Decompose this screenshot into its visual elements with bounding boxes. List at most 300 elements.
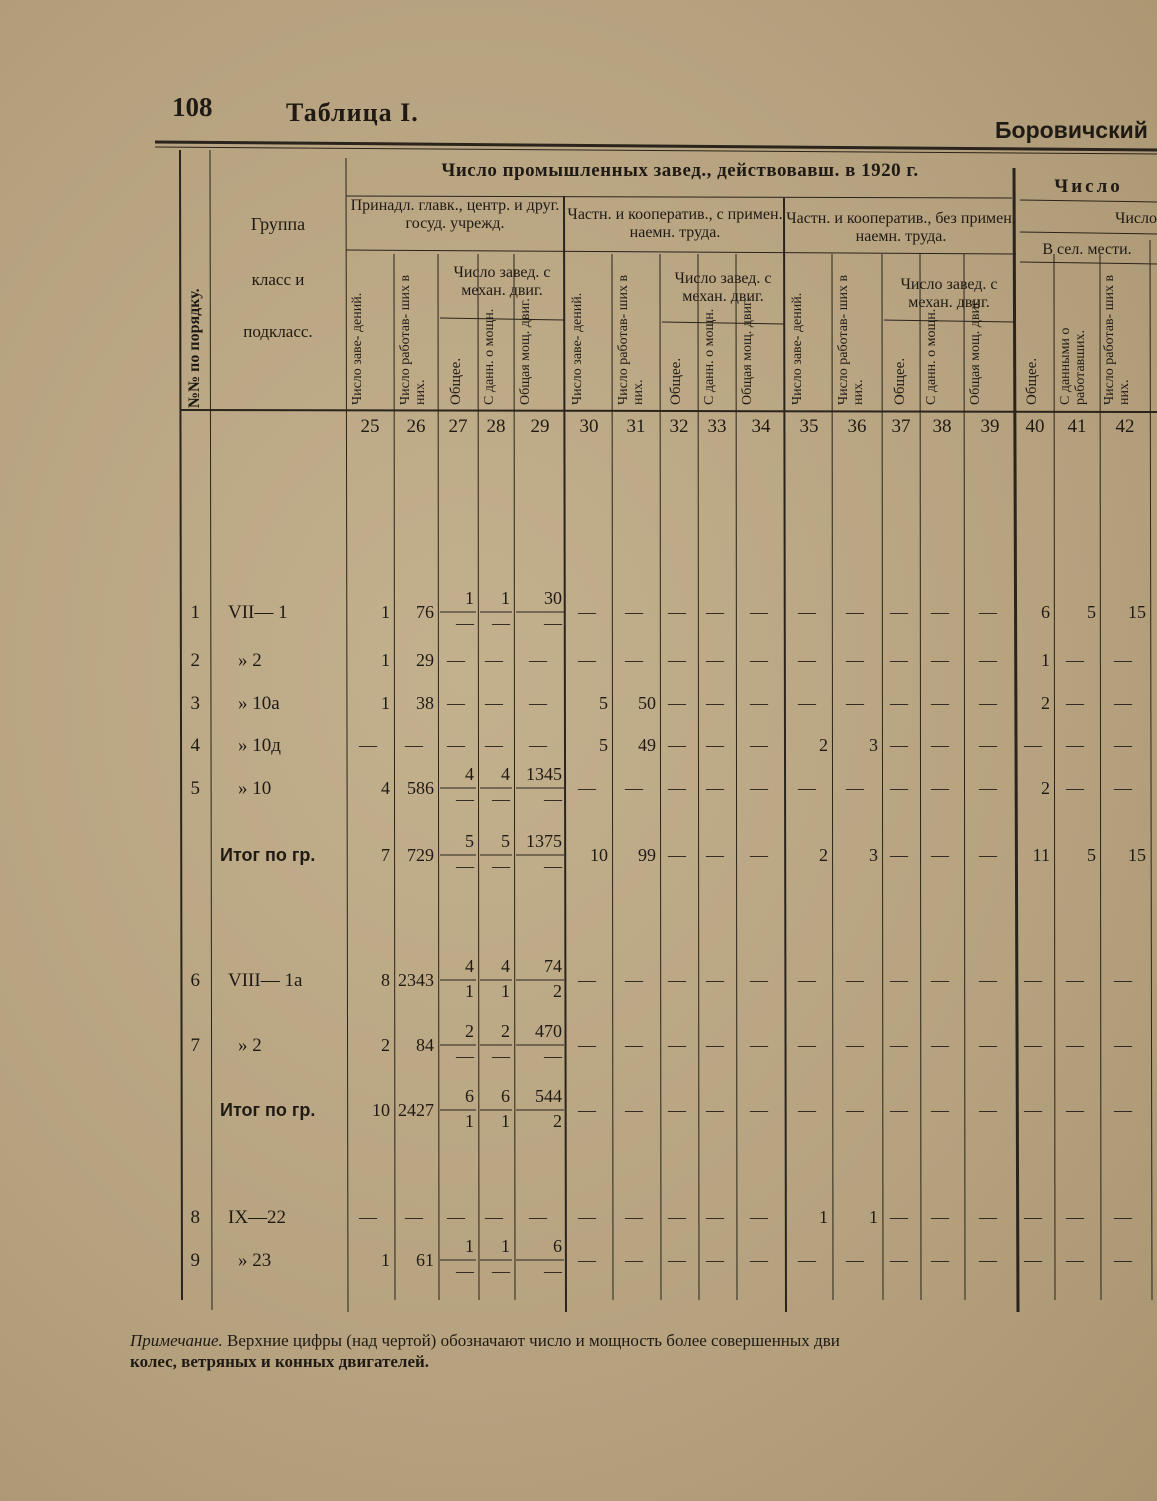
table-cell: — (706, 778, 724, 798)
column-number: 29 (530, 416, 550, 437)
cell-upper: 6 (553, 1236, 562, 1256)
table-cell: 4 (381, 778, 390, 798)
right-header-rule (1020, 200, 1157, 202)
table-cell: — (706, 602, 724, 622)
cell-upper: 1375 (526, 831, 562, 851)
col-header-31: Число работав- ших в них. (616, 274, 647, 405)
table-cell: 5 (599, 693, 608, 713)
cell-upper: 4 (465, 956, 474, 976)
table-cell: 10 (590, 845, 608, 865)
subheader-private-hired: Частн. и кооператив., с примен. наемн. труда. (567, 206, 783, 242)
table-cell: — (846, 602, 864, 622)
table-cell: 3 (869, 735, 878, 755)
row-number: 5 (190, 778, 200, 799)
table-cell: 6 (1041, 602, 1050, 622)
group-label: » 2 (238, 1035, 262, 1056)
col-header-29: Общая мощ. двиг. (518, 298, 533, 405)
table-cell: — (798, 778, 816, 798)
row-number: 8 (190, 1207, 200, 1228)
table-cell: — (706, 1207, 724, 1227)
cell-upper: 1 (465, 588, 474, 608)
cell-lower: — (492, 1046, 510, 1066)
col-header-39: Общая мощ. двиг. (968, 298, 983, 405)
cell-upper: 74 (544, 956, 562, 976)
col-header-38: С данн. о мощн. (924, 308, 939, 405)
table-cell: — (890, 1100, 908, 1120)
table-cell: — (979, 970, 997, 990)
table-cell: — (706, 735, 724, 755)
group-label: » 10д (238, 735, 281, 756)
table-cell: — (578, 778, 596, 798)
cell-lower: — (492, 789, 510, 809)
table-cell: — (578, 650, 596, 670)
cell-lower: — (456, 613, 474, 633)
cell-lower: — (544, 1261, 562, 1281)
table-cell: — (750, 1207, 768, 1227)
table-cell: — (931, 735, 949, 755)
table-cell: — (485, 693, 503, 713)
table-cell: — (750, 650, 768, 670)
table-cell: — (447, 650, 465, 670)
table-cell: — (1024, 1207, 1042, 1227)
right-subheader-rule (1020, 232, 1157, 234)
footnote-label: Примечание. (130, 1331, 223, 1350)
cell-lower: — (492, 856, 510, 876)
column-number: 38 (932, 416, 952, 437)
table-cell: 2 (819, 845, 828, 865)
col-header-26: Число работав- ших в них. (398, 274, 429, 405)
cell-upper: 6 (501, 1086, 510, 1106)
table-cell: — (979, 650, 997, 670)
table-cell: — (931, 650, 949, 670)
table-cell: — (1066, 970, 1084, 990)
table-cell: — (979, 1250, 997, 1270)
table-cell: — (578, 602, 596, 622)
col-header-42: Число работав- ших в них. (1102, 274, 1133, 405)
table-cell: — (706, 845, 724, 865)
page-number: 108 (172, 92, 213, 122)
table-cell: — (979, 1100, 997, 1120)
group-label: VIII— 1а (228, 970, 303, 991)
table-cell: — (668, 1100, 686, 1120)
table-cell: 2 (1041, 693, 1050, 713)
table-cell: — (625, 650, 643, 670)
cell-lower: — (492, 613, 510, 633)
table-cell: — (359, 735, 377, 755)
group-label: IX—22 (228, 1207, 287, 1228)
table-cell: 15 (1128, 602, 1146, 622)
subheader-right-top: Число (1114, 210, 1157, 227)
left-border (180, 150, 182, 1300)
table-cell: — (447, 735, 465, 755)
table-cell: — (890, 1250, 908, 1270)
table-cell: — (1066, 1207, 1084, 1227)
table-cell: — (931, 845, 949, 865)
column-number: 32 (669, 416, 689, 437)
table-cell: 11 (1032, 845, 1050, 865)
group-total-label: Итог по гр. (220, 1100, 316, 1120)
table-cell: — (1066, 735, 1084, 755)
table-cell: 2427 (398, 1100, 434, 1120)
table-cell: — (750, 693, 768, 713)
row-number: 6 (190, 970, 200, 991)
table-cell: — (798, 1035, 816, 1055)
footnote (130, 1330, 1140, 1373)
cell-upper: 6 (465, 1086, 474, 1106)
row-number: 7 (190, 1035, 200, 1056)
table-cell: — (750, 735, 768, 755)
table-cell: — (750, 778, 768, 798)
cell-upper: 4 (465, 764, 474, 784)
table-cell: — (931, 1250, 949, 1270)
table-cell: — (1114, 735, 1132, 755)
table-cell: — (979, 735, 997, 755)
table-cell: 5 (1087, 602, 1096, 622)
table-cell: — (931, 693, 949, 713)
top-rule (155, 142, 1157, 150)
table-cell: 49 (638, 735, 656, 755)
main-header: Число промышленных завед., действовавш. в 1920 г. (441, 160, 919, 181)
row-number: 2 (190, 650, 200, 671)
col-header-28: С данн. о мощн. (482, 308, 497, 405)
table-cell: — (979, 778, 997, 798)
table-cell: — (890, 845, 908, 865)
table-cell: — (750, 845, 768, 865)
table-cell: — (668, 735, 686, 755)
table-cell: — (1024, 735, 1042, 755)
table-cell: 99 (638, 845, 656, 865)
cell-lower: — (544, 856, 562, 876)
table-cell: 1 (1041, 650, 1050, 670)
table-cell: — (668, 693, 686, 713)
col-header-34: Общая мощ. двиг. (740, 298, 755, 405)
table-cell: 2 (819, 735, 828, 755)
table-cell: — (625, 602, 643, 622)
cell-upper: 4 (501, 956, 510, 976)
cell-lower: — (544, 1046, 562, 1066)
cell-lower: — (492, 1261, 510, 1281)
table-cell: — (750, 1100, 768, 1120)
table-cell: 3 (869, 845, 878, 865)
table-cell: — (625, 1250, 643, 1270)
col-header-41: С данными о работавших. (1058, 327, 1089, 405)
table-cell: — (931, 1035, 949, 1055)
table-cell: — (1024, 1035, 1042, 1055)
table-cell: 1 (381, 650, 390, 670)
table-cell: 2 (1041, 778, 1050, 798)
table-cell: — (578, 1100, 596, 1120)
table-cell: — (890, 1035, 908, 1055)
col-header-37: Общее. (892, 357, 908, 405)
table-cell: — (529, 1207, 547, 1227)
table-cell: — (750, 602, 768, 622)
table-cell: — (668, 1035, 686, 1055)
table-cell: — (485, 1207, 503, 1227)
table-cell: 5 (599, 735, 608, 755)
table-cell: 76 (416, 602, 434, 622)
table-cell: — (846, 650, 864, 670)
table-cell: — (625, 778, 643, 798)
main-header-right: Число (1054, 176, 1123, 197)
table-cell: 7 (381, 845, 390, 865)
column-number: 41 (1067, 416, 1087, 437)
cell-upper: 2 (465, 1021, 474, 1041)
column-number: 40 (1025, 416, 1045, 437)
table-cell: 1 (869, 1207, 878, 1227)
table-cell: — (1114, 1100, 1132, 1120)
table-cell: — (1114, 778, 1132, 798)
table-cell: — (706, 1250, 724, 1270)
table-cell: — (1066, 1100, 1084, 1120)
row-number: 4 (190, 735, 200, 756)
table-cell: — (979, 693, 997, 713)
cell-upper: 1345 (526, 764, 562, 784)
cell-lower: 1 (501, 1111, 510, 1131)
district-name: Боровичский (995, 117, 1148, 143)
col-header-40: Общее. (1024, 357, 1040, 405)
subheader-rule (346, 250, 1016, 254)
table-cell: 8 (381, 970, 390, 990)
table-cell: — (750, 1035, 768, 1055)
table-cell: — (846, 693, 864, 713)
table-cell: — (625, 1207, 643, 1227)
footnote-text-2: колес, ветряных и конных двигателей. (130, 1352, 430, 1372)
cell-lower: — (456, 789, 474, 809)
row-number: 1 (190, 602, 200, 623)
cell-lower: — (456, 856, 474, 876)
col-header-27: Общее. (448, 357, 464, 405)
table-cell: — (1024, 970, 1042, 990)
table-cell: 729 (407, 845, 434, 865)
table-cell: — (1114, 693, 1132, 713)
cell-lower: 1 (501, 981, 510, 1001)
column-number: 39 (980, 416, 1000, 437)
table-cell: — (706, 650, 724, 670)
cell-upper: 2 (501, 1021, 510, 1041)
group-label: » 2 (238, 650, 262, 671)
table-cell: — (668, 845, 686, 865)
table-cell: — (405, 1207, 423, 1227)
cell-upper: 470 (535, 1021, 562, 1041)
table-cell: — (931, 970, 949, 990)
table-cell: 38 (416, 693, 434, 713)
row-number-header: №№ по порядку. (186, 288, 203, 408)
table-cell: — (798, 602, 816, 622)
row-number: 9 (190, 1250, 200, 1271)
table-cell: — (485, 735, 503, 755)
column-number: 25 (360, 416, 380, 437)
column-number: 35 (799, 416, 819, 437)
column-number: 27 (448, 416, 468, 437)
table-cell: — (890, 735, 908, 755)
header-bottom-rule (180, 410, 1157, 412)
table-cell: — (485, 650, 503, 670)
table-cell: — (668, 1207, 686, 1227)
table-cell: — (625, 1100, 643, 1120)
table-cell: — (979, 845, 997, 865)
group-label: » 10 (238, 778, 272, 799)
table-cell: — (798, 1250, 816, 1270)
table-cell: — (1114, 970, 1132, 990)
table-cell: — (447, 693, 465, 713)
table-cell: — (668, 602, 686, 622)
table-cell: — (359, 1207, 377, 1227)
table-cell: — (578, 1250, 596, 1270)
column-number: 42 (1115, 416, 1135, 437)
table-cell: — (578, 1035, 596, 1055)
col-header-25: Число заве- дений. (350, 292, 365, 405)
table-cell: — (979, 602, 997, 622)
cell-lower: — (544, 789, 562, 809)
right-edge (1150, 240, 1152, 1300)
group-total-label: Итог по гр. (220, 845, 316, 865)
table-cell: — (578, 970, 596, 990)
cell-upper: 5 (501, 831, 510, 851)
table-cell: 61 (416, 1250, 434, 1270)
column-number: 34 (751, 416, 771, 437)
column-number: 30 (579, 416, 599, 437)
column-number: 26 (406, 416, 426, 437)
subheader-rural: В сел. мести. (1042, 241, 1132, 258)
mech-rule-b (662, 322, 784, 324)
group-label: » 10а (238, 693, 280, 714)
table-title: Таблица I. (286, 98, 419, 127)
table-cell: 1 (819, 1207, 828, 1227)
group-header-1: Группа (250, 214, 306, 234)
table-cell: — (979, 1035, 997, 1055)
table-cell: — (846, 1035, 864, 1055)
table-cell: — (668, 778, 686, 798)
column-number: 28 (486, 416, 506, 437)
table-cell: 586 (407, 778, 434, 798)
cell-lower: 1 (465, 1111, 474, 1131)
cell-upper: 5 (465, 831, 474, 851)
cell-upper: 1 (465, 1236, 474, 1256)
table-cell: 1 (381, 693, 390, 713)
table-cell: — (706, 970, 724, 990)
mech-header-a: Число завед. с механ. двиг. (453, 264, 551, 300)
table-cell: — (890, 970, 908, 990)
table-cell: — (931, 1100, 949, 1120)
table-cell: — (798, 1100, 816, 1120)
table-cell: — (798, 650, 816, 670)
row-number: 3 (190, 693, 200, 714)
cell-upper: 4 (501, 764, 510, 784)
cell-lower: — (456, 1046, 474, 1066)
table-cell: — (846, 970, 864, 990)
table-cell: — (1114, 650, 1132, 670)
table-cell: 15 (1128, 845, 1146, 865)
table-cell: — (750, 1250, 768, 1270)
cell-lower: 2 (553, 1111, 562, 1131)
table-cell: — (625, 1035, 643, 1055)
table-cell: — (1114, 1250, 1132, 1270)
table-cell: — (931, 602, 949, 622)
table-cell: 50 (638, 693, 656, 713)
cell-upper: 544 (535, 1086, 562, 1106)
footnote-text: Верхние цифры (над чертой) обозначают число и мощность более совершенных дви (227, 1331, 840, 1350)
table-cell: — (529, 735, 547, 755)
table-cell: — (1066, 693, 1084, 713)
table-cell: — (931, 1207, 949, 1227)
table-cell: — (890, 778, 908, 798)
table-cell: — (846, 778, 864, 798)
table-cell: — (890, 602, 908, 622)
table-cell: — (706, 1035, 724, 1055)
cell-lower: 2 (553, 981, 562, 1001)
table-cell: — (1024, 1100, 1042, 1120)
table-cell: — (706, 693, 724, 713)
table-cell: 29 (416, 650, 434, 670)
table-cell: — (979, 1207, 997, 1227)
group-label: » 23 (238, 1250, 272, 1271)
table-cell: — (798, 970, 816, 990)
mech-header-c: Число завед. с механ. двиг. (900, 276, 998, 312)
table-cell: — (846, 1100, 864, 1120)
cell-lower: — (544, 613, 562, 633)
table-cell: — (890, 1207, 908, 1227)
group-label: VII— 1 (228, 602, 288, 623)
table-cell: — (890, 693, 908, 713)
column-number: 37 (891, 416, 911, 437)
subheader-state: Принадл. главк., центр. и друг. госуд. учрежд. (350, 197, 560, 233)
table-cell: — (1066, 778, 1084, 798)
table-cell: — (625, 970, 643, 990)
table-cell: — (846, 1250, 864, 1270)
mech-header-b: Число завед. с механ. двиг. (674, 270, 772, 306)
column-number: 31 (626, 416, 646, 437)
table-cell: — (750, 970, 768, 990)
table-cell: — (405, 735, 423, 755)
col-header-36: Число работав- ших в них. (836, 274, 867, 405)
cell-upper: 1 (501, 588, 510, 608)
table-cell: — (447, 1207, 465, 1227)
table-cell: — (668, 650, 686, 670)
table-cell: — (1114, 1035, 1132, 1055)
cell-upper: 30 (544, 588, 562, 608)
table-cell: 84 (416, 1035, 434, 1055)
table-cell: — (668, 970, 686, 990)
table-cell: — (529, 693, 547, 713)
group-header-3: подкласс. (243, 322, 313, 341)
table-cell: — (578, 1207, 596, 1227)
table-cell: — (1066, 1035, 1084, 1055)
col-header-30: Число заве- дений. (570, 292, 585, 405)
table-cell: — (1066, 1250, 1084, 1270)
table-cell: 1 (381, 602, 390, 622)
cell-lower: — (456, 1261, 474, 1281)
table-cell: 2343 (398, 970, 434, 990)
table-cell: — (890, 650, 908, 670)
table-cell: 5 (1087, 845, 1096, 865)
table-cell: — (1024, 1250, 1042, 1270)
table-cell: 1 (381, 1250, 390, 1270)
table-cell: — (798, 693, 816, 713)
cell-upper: 1 (501, 1236, 510, 1256)
table-cell: 10 (372, 1100, 390, 1120)
table-cell: — (1114, 1207, 1132, 1227)
column-number: 36 (847, 416, 867, 437)
table-cell: — (931, 778, 949, 798)
table-cell: — (529, 650, 547, 670)
cell-lower: 1 (465, 981, 474, 1001)
mech-rule-a (440, 318, 564, 320)
table-cell: — (1066, 650, 1084, 670)
column-number: 33 (707, 416, 727, 437)
table-cell: 2 (381, 1035, 390, 1055)
col-header-33: С данн. о мощн. (702, 308, 717, 405)
mech-rule-c (884, 320, 1014, 322)
